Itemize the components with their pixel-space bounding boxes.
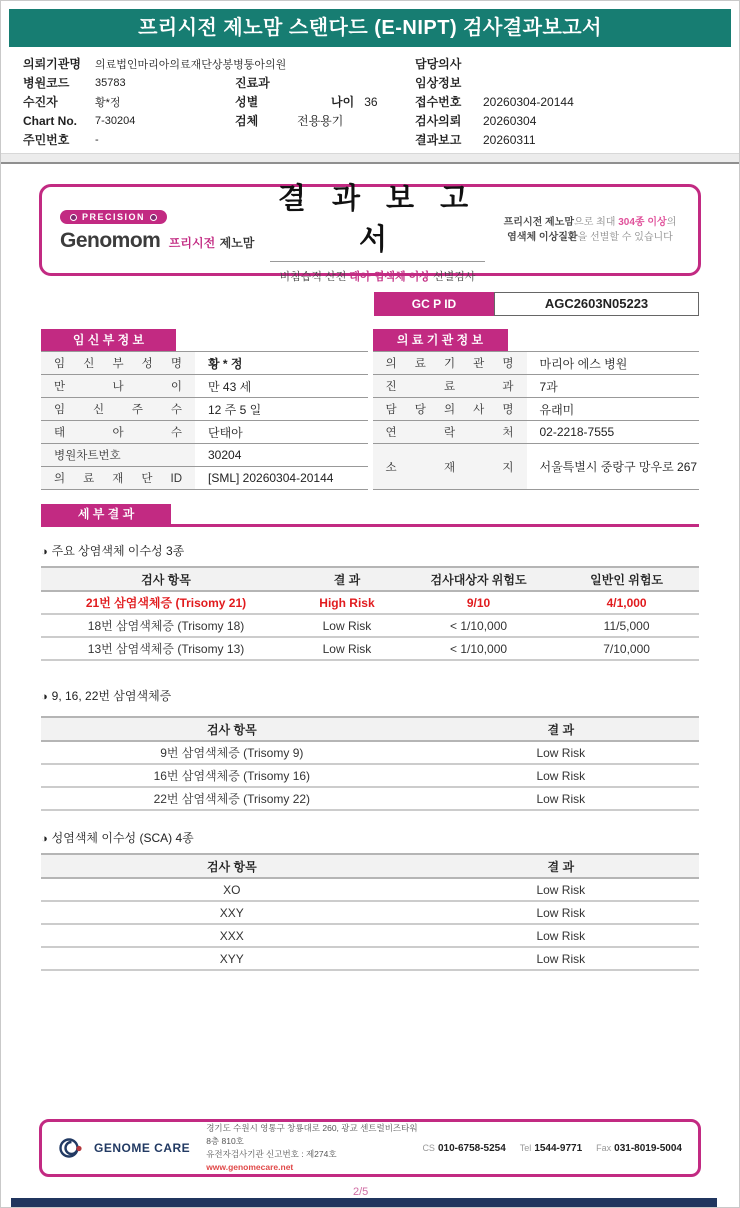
form-row-hospital-code	[1, 73, 739, 92]
mother-info-title: 임 신 부 정 보	[41, 329, 176, 351]
genome-care-logo-icon	[58, 1135, 88, 1161]
report-tagline: 프리시전 제노맘으로 최대 304종 이상의 염색체 이상질환을 선별할 수 있습니다	[503, 216, 677, 243]
field-label: 수진자	[23, 95, 58, 109]
field-label: 병원코드	[23, 76, 70, 90]
field-label: 의뢰기관명	[23, 57, 81, 71]
table-row-xo: XO Low Risk	[41, 879, 699, 902]
form-row-institution	[1, 54, 739, 73]
field-value: 20260311	[483, 132, 536, 147]
table-row: 의 료 재 단 ID [SML] 20260304-20144	[41, 467, 368, 490]
genomom-logo	[60, 208, 255, 253]
table-row-trisomy13: 13번 삼염색체증 (Trisomy 13) Low Risk < 1/10,000 7/10,000	[41, 638, 699, 661]
brand-wordmark: Genomom	[60, 228, 161, 252]
table-row-xyy: XYY Low Risk	[41, 948, 699, 971]
gc-p-id-label: GC P ID	[374, 292, 494, 316]
table-row-xxx: XXX Low Risk	[41, 925, 699, 948]
detail-results-header	[41, 504, 699, 527]
table-row: 만 나 이 만 43 세	[41, 375, 368, 398]
field-label: 임상정보	[415, 76, 462, 90]
field-label: 주민번호	[23, 133, 70, 147]
table-row-trisomy21: 21번 삼염색체증 (Trisomy 21) High Risk 9/10 4/1,000	[41, 592, 699, 615]
table-header-row: 검사 항목 결 과	[41, 853, 699, 879]
tel-label: Tel	[519, 1142, 532, 1153]
field-value: -	[95, 133, 99, 146]
mother-info-section	[41, 329, 368, 490]
field-label: 접수번호	[415, 95, 462, 109]
field-label: 검체	[235, 114, 259, 128]
footer-contacts	[422, 1143, 682, 1154]
genome-care-logo	[58, 1135, 190, 1161]
report-title-block	[255, 176, 500, 284]
cs-label: CS	[422, 1142, 435, 1153]
table-row: 의 료 기 관 명 마리아 에스 병원	[373, 352, 700, 375]
title-underline	[270, 261, 485, 262]
footer-address	[206, 1122, 422, 1175]
detail-results-badge: 세 부 결 과	[41, 504, 171, 524]
form-row-patient	[1, 92, 739, 111]
precision-badge: PRECISION	[60, 210, 167, 224]
table-header-row: 검사 항목 결 과 검사대상자 위험도 일반인 위험도	[41, 566, 699, 592]
field-label: Chart No.	[23, 113, 77, 128]
bottom-accent-bar	[11, 1198, 717, 1207]
clinic-info-title: 의 료 기 관 정 보	[373, 329, 508, 351]
field-value: 전용용기	[297, 114, 344, 128]
field-label: 검사의뢰	[415, 114, 462, 128]
table-row-xxy: XXY Low Risk	[41, 902, 699, 925]
table-header-row: 검사 항목 결 과	[41, 716, 699, 742]
table-row-trisomy16: 16번 삼염색체증 (Trisomy 16) Low Risk	[41, 765, 699, 788]
section-title-other-trisomy: ◑ 9, 16, 22번 삼염색체증	[41, 689, 172, 703]
field-value: 7-30204	[95, 114, 136, 127]
other-trisomy-table	[41, 716, 699, 811]
field-label: 결과보고	[415, 133, 462, 147]
footer-contact-box	[39, 1119, 701, 1177]
table-row: 소 재 지 서울특별시 중랑구 망우로 267	[373, 444, 700, 490]
age-label: 나이	[331, 95, 355, 109]
address-line-1: 경기도 수원시 영통구 창룡대로 260, 광교 센트럴비즈타워 8층 810호	[206, 1122, 418, 1146]
clinic-info-section	[373, 329, 700, 490]
table-row-trisomy9: 9번 삼염색체증 (Trisomy 9) Low Risk	[41, 742, 699, 765]
table-row: 담 당 의 사 명 유래미	[373, 398, 700, 421]
request-info-form	[1, 54, 739, 153]
report-title: 결 과 보 고 서	[277, 183, 478, 256]
field-label: 담당의사	[415, 57, 462, 71]
report-header-box	[39, 183, 701, 283]
section-divider	[1, 153, 739, 164]
table-row: 태 아 수 단태아	[41, 421, 368, 444]
fax-label: Fax	[596, 1142, 612, 1153]
website-link[interactable]: www.genomecare.net	[206, 1162, 294, 1173]
brand-kr-accent: 프리시전	[168, 235, 216, 250]
page-title: 프리시전 제노맘 스탠다드 (E-NIPT) 검사결과보고서	[9, 9, 731, 47]
address-line-2: 유전자검사기관 신고번호 : 제274호	[206, 1149, 337, 1159]
report-subtitle: 비침습적 산전 태아 염색체 이상 선별검사	[279, 271, 476, 283]
half-circle-bullet-icon: ◑	[41, 691, 48, 703]
brand-kr: 제노맘	[219, 235, 255, 250]
table-row: 진 료 과 7과	[373, 375, 700, 398]
age-value: 36	[364, 95, 378, 109]
field-value: 20260304	[483, 113, 537, 128]
table-row: 연 락 처 02-2218-7555	[373, 421, 700, 444]
table-row: 병원차트번호 30204	[41, 444, 368, 467]
section-title-sca: ◑ 성염색체 이수성 (SCA) 4종	[41, 831, 194, 845]
page-number: 2/5	[353, 1186, 369, 1198]
table-row-trisomy18: 18번 삼염색체증 (Trisomy 18) Low Risk < 1/10,000 11/5,000	[41, 615, 699, 638]
field-value: 20260304-20144	[483, 94, 574, 109]
gc-p-id-value: AGC2603N05223	[494, 292, 699, 316]
form-row-resident-no	[1, 130, 739, 149]
field-value: 35783	[95, 76, 126, 89]
field-value: 의료법인마리아의료재단상봉병퉁아의원	[95, 58, 287, 71]
half-circle-bullet-icon: ◑	[41, 546, 48, 558]
fax-number: 031-8019-5004	[614, 1142, 682, 1154]
field-value: 황*정	[95, 96, 121, 109]
table-row: 임 신 주 수 12 주 5 일	[41, 398, 368, 421]
gc-p-id-row	[41, 292, 699, 316]
genome-care-logo-text: GENOME CARE	[94, 1141, 191, 1155]
table-row-trisomy22: 22번 삼염색체증 (Trisomy 22) Low Risk	[41, 788, 699, 811]
table-row: 임 신 부 성 명 황 * 정	[41, 352, 368, 375]
main-trisomy-table	[41, 566, 699, 661]
section-title-main-trisomy: ◑ 주요 상염색체 이수성 3종	[41, 544, 185, 558]
field-label: 성별	[235, 95, 259, 109]
form-row-chart-no	[1, 111, 739, 130]
tel-number: 1544-9771	[534, 1142, 583, 1154]
cs-number: 010-6758-5254	[437, 1142, 506, 1154]
sca-table	[41, 853, 699, 971]
half-circle-bullet-icon: ◑	[41, 833, 48, 845]
field-label: 진료과	[235, 76, 270, 90]
